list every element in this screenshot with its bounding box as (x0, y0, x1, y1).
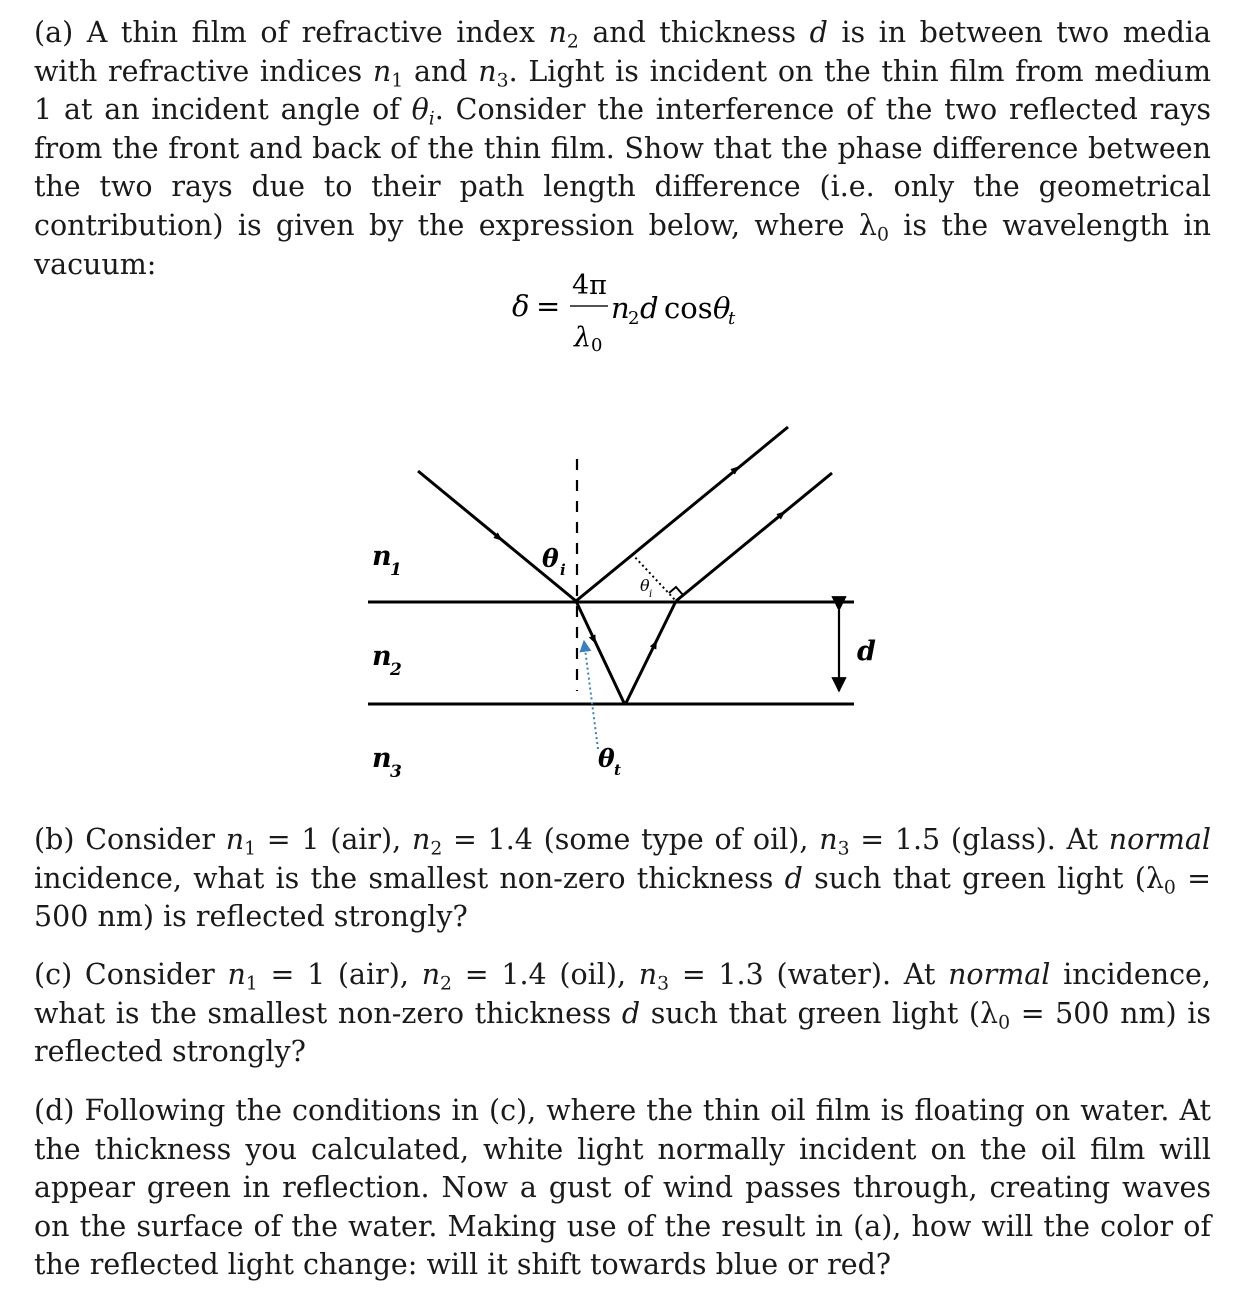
part-d-label: (d) (34, 1094, 75, 1127)
symbol-n: n (478, 54, 497, 88)
sub-i: i (428, 108, 435, 130)
symbol-d: d (621, 996, 641, 1030)
right-angle-mark (669, 587, 683, 595)
symbol-n: n (227, 958, 246, 991)
sub-3: 3 (837, 838, 850, 860)
refracted-ray-down-arrow (576, 601, 594, 640)
symbol-lambda: λ (858, 208, 877, 242)
angle-theta-i-small-sub: i (649, 589, 653, 600)
part-a-label: (a) (34, 16, 74, 49)
thickness-label: d (857, 636, 876, 667)
sub-1: 1 (245, 973, 258, 995)
part-a-text-6: . Consider the interference of the two reflected rays from the front and back of the thin film. Show that the phase difference between the two rays due to their path length difference (i.e. only the geometrical contribution) is given by the expression below, where (34, 93, 1212, 242)
part-b-eq-4: = 500 nm) is reflected strongly? (34, 861, 1211, 934)
part-c-paragraph (34, 956, 1211, 1072)
medium-label-n2: n (372, 641, 392, 672)
formula-numerator: 4π (572, 270, 607, 301)
theta-t-pointer (584, 641, 598, 749)
symbol-n: n (819, 823, 838, 856)
symbol-theta: θ (411, 93, 429, 127)
angle-theta-i-label: θ (542, 544, 559, 573)
formula-equals: = (536, 289, 561, 323)
sub-2: 2 (440, 973, 453, 995)
part-b-text-3: such that green light ( (814, 861, 1146, 895)
sub-1: 1 (391, 69, 404, 91)
symbol-n: n (225, 823, 245, 856)
part-a-text-3: is in between two media with refractive indices (34, 16, 1211, 88)
part-c-eq-2: = 1.4 (oil), (464, 958, 627, 991)
formula-lambda: λ (574, 322, 592, 353)
part-c-text-1: Consider (84, 958, 215, 991)
reflected-ray-2-arrow (676, 514, 782, 601)
phase-difference-formula (0, 268, 1244, 358)
part-c-text-3: such that green light ( (650, 996, 981, 1030)
angle-theta-t-label: θ (598, 744, 615, 773)
part-b-eq-2: = 1.4 (some type of oil), (453, 823, 809, 856)
part-b-emphasis: normal (1108, 823, 1212, 856)
part-a-text-7: is the wavelength in vacuum: (34, 208, 1211, 281)
sub-1: 1 (244, 838, 257, 860)
part-a-text-5: . Light is incident on the thin film from medium 1 at an incident angle of (34, 54, 1211, 127)
part-a-text-4: and (413, 54, 468, 88)
part-c-eq-3: = 1.3 (water). At (681, 958, 936, 991)
symbol-n: n (372, 54, 392, 88)
formula-n: n (611, 291, 630, 325)
sub-3: 3 (496, 69, 509, 91)
symbol-n: n (411, 823, 431, 856)
symbol-n: n (638, 958, 658, 991)
sub-0: 0 (998, 1011, 1011, 1033)
medium-label-n3: n (372, 743, 392, 774)
part-c-eq-4: = 500 nm) is reflected strongly? (34, 996, 1212, 1069)
symbol-n: n (548, 16, 567, 49)
part-b-eq-3: = 1.5 (glass). At (860, 823, 1099, 856)
part-d-text: Following the conditions in (c), where the thin oil film is floating on water. At the thickness you calculated, white light normally incident on the oil film will appear green in reflection. Now a gust of wind passes through, creating waves on the surface of the water. Making use of the result in (a), how will the color of the reflected light change: will it shift towards blue or red? (34, 1094, 1211, 1282)
formula-lambda-sub: 0 (591, 335, 603, 356)
part-b-text-1: Consider (85, 823, 215, 856)
symbol-lambda: λ (980, 996, 999, 1030)
part-b-label: (b) (34, 823, 75, 856)
reflected-ray-1-arrow (576, 469, 736, 601)
formula-theta-sub: t (728, 308, 736, 329)
sub-3: 3 (657, 973, 670, 995)
refracted-ray-up-arrow (625, 644, 655, 705)
sub-0: 0 (876, 224, 889, 246)
symbol-d: d (809, 16, 828, 49)
formula-n-sub: 2 (628, 308, 640, 329)
medium-label-n2-sub: 2 (390, 660, 402, 680)
part-a-text-2: and thickness (592, 16, 797, 49)
part-c-label: (c) (34, 958, 73, 991)
part-c-eq-1: = 1 (air), (270, 958, 409, 991)
medium-label-n3-sub: 3 (390, 762, 402, 782)
sub-2: 2 (430, 838, 443, 860)
symbol-d: d (784, 861, 803, 895)
angle-theta-i-small-label: θ (640, 576, 650, 595)
angle-theta-t-sub: t (614, 761, 621, 779)
formula-delta: δ (512, 289, 530, 323)
symbol-lambda: λ (1145, 861, 1164, 895)
formula-d: d (640, 291, 659, 325)
part-c-text-2: incidence, what is the smallest non-zero thickness (34, 958, 1211, 1030)
part-b-text-2: incidence, what is the smallest non-zero thickness (34, 861, 774, 895)
formula-theta: θ (713, 291, 731, 325)
angle-theta-i-sub: i (560, 561, 566, 579)
part-d-paragraph (34, 1092, 1211, 1285)
thin-film-diagram (330, 415, 910, 795)
sub-0: 0 (1163, 876, 1176, 898)
formula-cos: cos (664, 291, 713, 325)
medium-label-n1-sub: 1 (390, 560, 402, 580)
symbol-n: n (421, 958, 441, 991)
medium-label-n1: n (372, 541, 392, 572)
part-a-paragraph (34, 14, 1211, 284)
wavefront-dotted-line (632, 554, 676, 601)
sub-2: 2 (566, 31, 579, 53)
part-b-eq-1: = 1 (air), (266, 823, 402, 856)
part-a-text-1: A thin film of refractive index (86, 16, 535, 49)
part-c-emphasis: normal (948, 958, 1051, 991)
part-b-paragraph (34, 821, 1211, 937)
incident-ray-arrow (418, 471, 499, 538)
